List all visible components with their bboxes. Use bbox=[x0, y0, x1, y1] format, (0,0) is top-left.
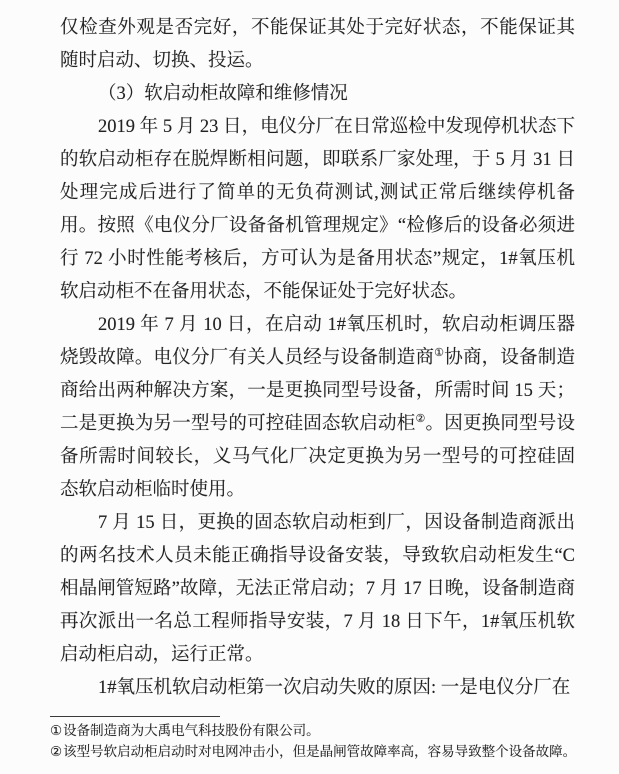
paragraph-may-inspection: 2019 年 5 月 23 日，电仪分厂在日常巡检中发现停机状态下的软启动柜存在脱焊断相问题，即联系厂家处理，于 5 月 31 日处理完成后进行了简单的无负荷测试,测试正常后继续停机备用。按照《电仪分厂设备备机管理规定》“检修后的设备必须进行 72 小时性能考核后，方可认为是备用状态”规定，1#氧压机软启动柜不在备用状态，不能保证处于完好状态。 bbox=[60, 117, 575, 302]
footnote-marker: ① bbox=[50, 723, 63, 738]
paragraph-failure-cause: 1#氧压机软启动柜第一次启动失败的原因: 一是电仪分厂在 bbox=[98, 678, 571, 698]
footnote bbox=[50, 742, 595, 763]
footnote-text: 设备制造商为大禹电气科技股份有限公司。 bbox=[63, 723, 320, 738]
paragraph-july10-failure: 2019 年 7 月 10 日，在启动 1#氧压机时，软启动柜调压器烧毁故障。电仪分厂有关人员经与设备制造商①协商，设备制造商给出两种解决方案，一是更换同型号设备，所需时间 15 天；二是更换为另一型号的可控硅固态软启动柜②。因更换同型号设备所需时间较长，义马气化厂决定更换为另一型号的可控硅固态软启动柜临时使用。 bbox=[60, 315, 575, 500]
heading-item-3: （3）软启动柜故障和维修情况 bbox=[98, 84, 348, 104]
footnote-marker: ② bbox=[50, 743, 63, 759]
footnotes bbox=[50, 721, 595, 762]
footnote bbox=[50, 721, 595, 742]
paragraph-continuation: 仅检查外观是否完好，不能保证其处于完好状态，不能保证其随时启动、切换、投运。 bbox=[60, 18, 575, 71]
document-body bbox=[60, 12, 575, 705]
footnote-ref-icon: ① bbox=[434, 347, 445, 359]
footnote-text: 该型号软启动柜启动时对电网冲击小，但是晶闸管故障率高，容易导致整个设备故障。 bbox=[63, 743, 577, 759]
footnote-separator bbox=[50, 716, 220, 717]
footnote-ref-icon: ② bbox=[415, 413, 426, 425]
paragraph-july15-replacement: 7 月 15 日，更换的固态软启动柜到厂，因设备制造商派出的两名技术人员未能正确指导设备安装，导致软启动柜发生“C相晶闸管短路”故障，无法正常启动；7 月 17 日晚，设备制造商再次派出一名总工程师指导安装，7 月 18 日下午，1#氧压机软启动柜启动，运行正常。 bbox=[60, 513, 575, 665]
